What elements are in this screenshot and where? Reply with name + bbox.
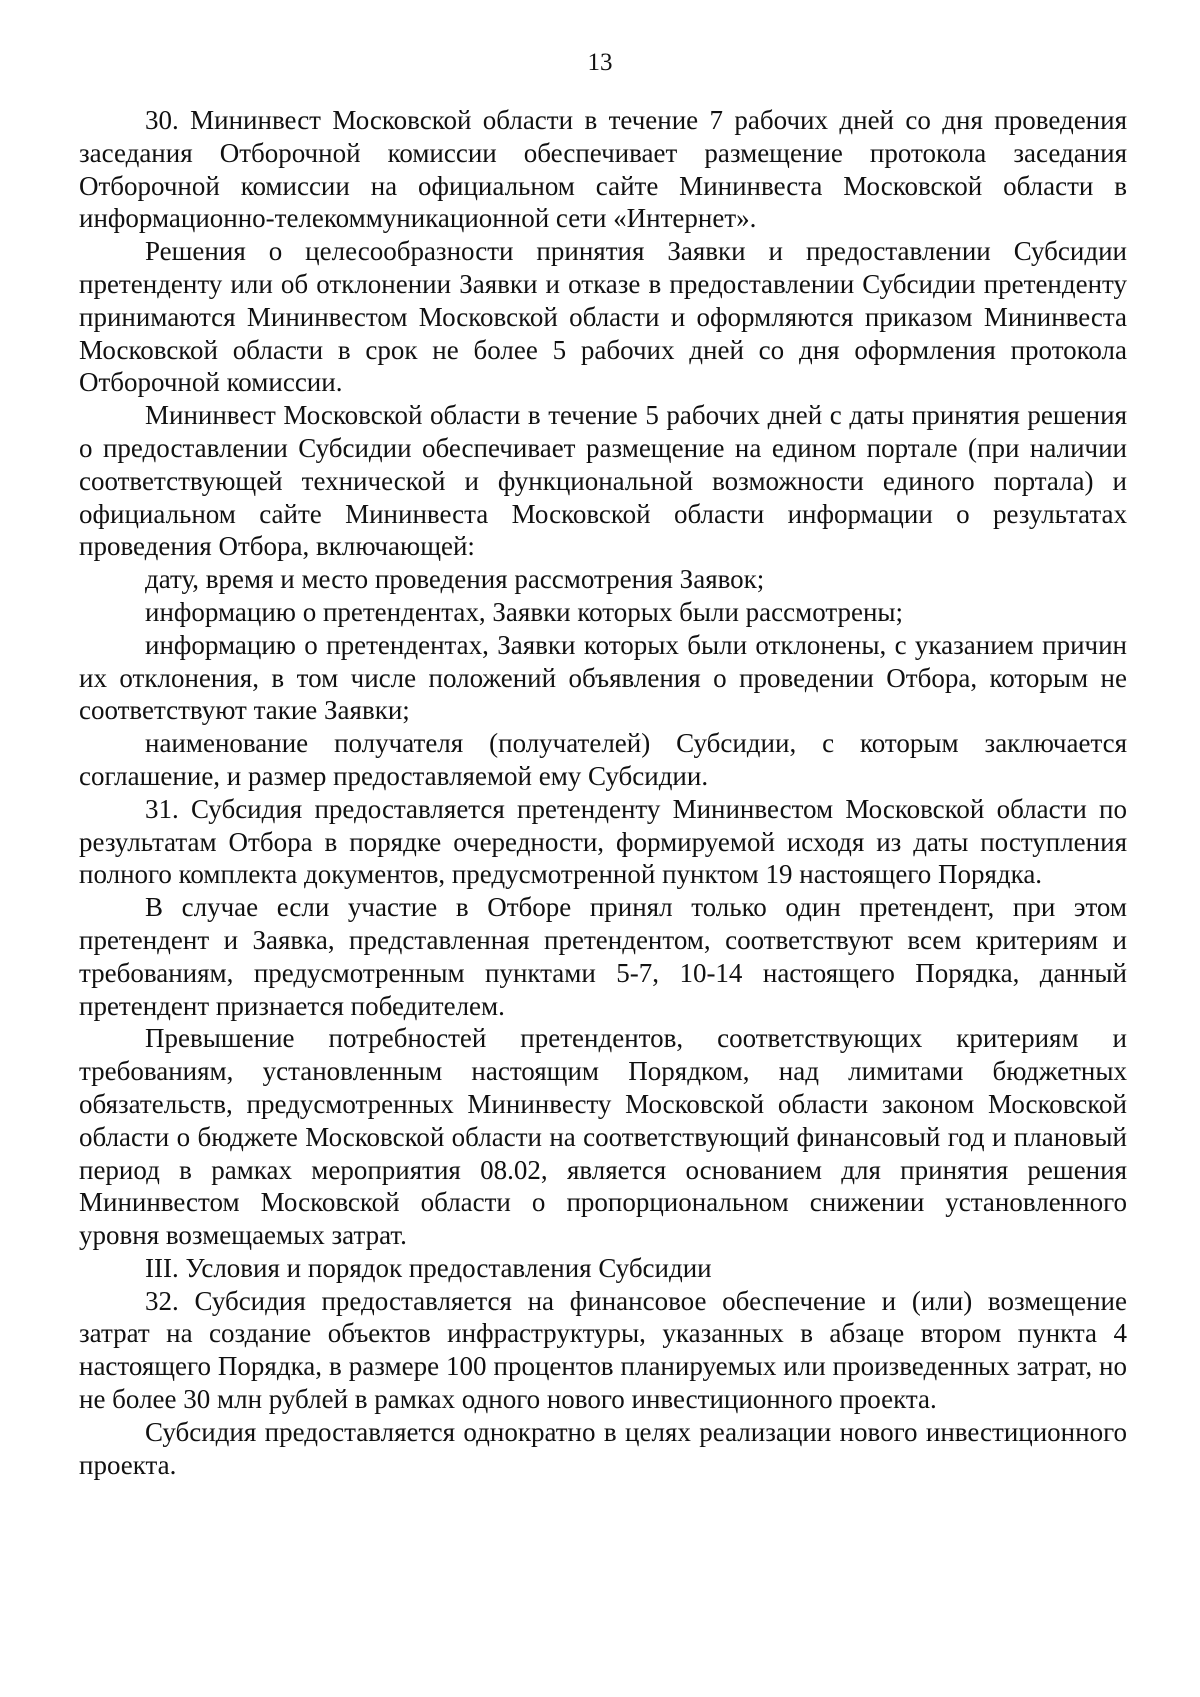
paragraph-one-time: Субсидия предоставляется однократно в целях реализации нового инвестиционного проекта. <box>79 1416 1127 1480</box>
document-body <box>79 104 1127 1481</box>
section-heading: III. Условия и порядок предоставления Субсидии <box>145 1252 712 1283</box>
paragraph-excess-needs: Превышение потребностей претендентов, соответствующих критериям и требованиям, установленным настоящим Порядком, над лимитами бюджетных обязательств, предусмотренных Мининвесту Московской области законом Московской области о бюджете Московской области на соответствующий финансовый год и плановый период в рамках мероприятия 08.02, является основанием для принятия решения Мининвестом Московской области о пропорциональном снижении установленного уровня возмещаемых затрат. <box>79 1023 1127 1251</box>
list-item-rejected: информацию о претендентах, Заявки которых были отклонены, с указанием причин их отклонения, в том числе положений объявления о проведении Отбора, которым не соответствуют такие Заявки; <box>79 629 1127 726</box>
list-item-recipient: наименование получателя (получателей) Субсидии, с которым заключается соглашение, и размер предоставляемой ему Субсидии. <box>79 728 1127 791</box>
list-item-date: дату, время и место проведения рассмотрения Заявок; <box>145 564 765 595</box>
page-number: 13 <box>587 49 613 76</box>
paragraph-32: 32. Субсидия предоставляется на финансовое обеспечение и (или) возмещение затрат на создание объектов инфраструктуры, указанных в абзаце втором пункта 4 настоящего Порядка, в размере 100 процентов планируемых или произведенных затрат, но не более 30 млн рублей в рамках одного нового инвестиционного проекта. <box>79 1285 1127 1415</box>
paragraph-publication: Мининвест Московской области в течение 5 рабочих дней с даты принятия решения о предоставлении Субсидии обеспечивает размещение на едином портале (при наличии соответствующей технической и функциональной возможности единого портала) и официальном сайте Мининвеста Московской области информации о результатах проведения Отбора, включающей: <box>79 400 1127 562</box>
paragraph-30: 30. Мининвест Московской области в течение 7 рабочих дней со дня проведения заседания Отборочной комиссии обеспечивает размещение протокола заседания Отборочной комиссии на официальном сайте Мининвеста Московской области в информационно-телекоммуникационной сети «Интернет». <box>79 105 1127 234</box>
paragraph-31: 31. Субсидия предоставляется претенденту Мининвестом Московской области по результатам Отбора в порядке очередности, формируемой исходя из даты поступления полного комплекта документов, предусмотренной пунктом 19 настоящего Порядка. <box>79 793 1127 890</box>
paragraph-decisions: Решения о целесообразности принятия Заявки и предоставлении Субсидии претенденту или об отклонении Заявки и отказе в предоставлении Субсидии претенденту принимаются Мининвестом Московской области и оформляются приказом Мининвеста Московской области в срок не более 5 рабочих дней со дня оформления протокола Отборочной комиссии. <box>79 236 1127 398</box>
list-item-reviewed: информацию о претендентах, Заявки которых были рассмотрены; <box>145 596 904 627</box>
paragraph-single-applicant: В случае если участие в Отборе принял только один претендент, при этом претендент и Заявка, представленная претендентом, соответствуют всем критериям и требованиям, предусмотренным пунктами 5-7, 10-14 настоящего Порядка, данный претендент признается победителем. <box>79 892 1127 1021</box>
